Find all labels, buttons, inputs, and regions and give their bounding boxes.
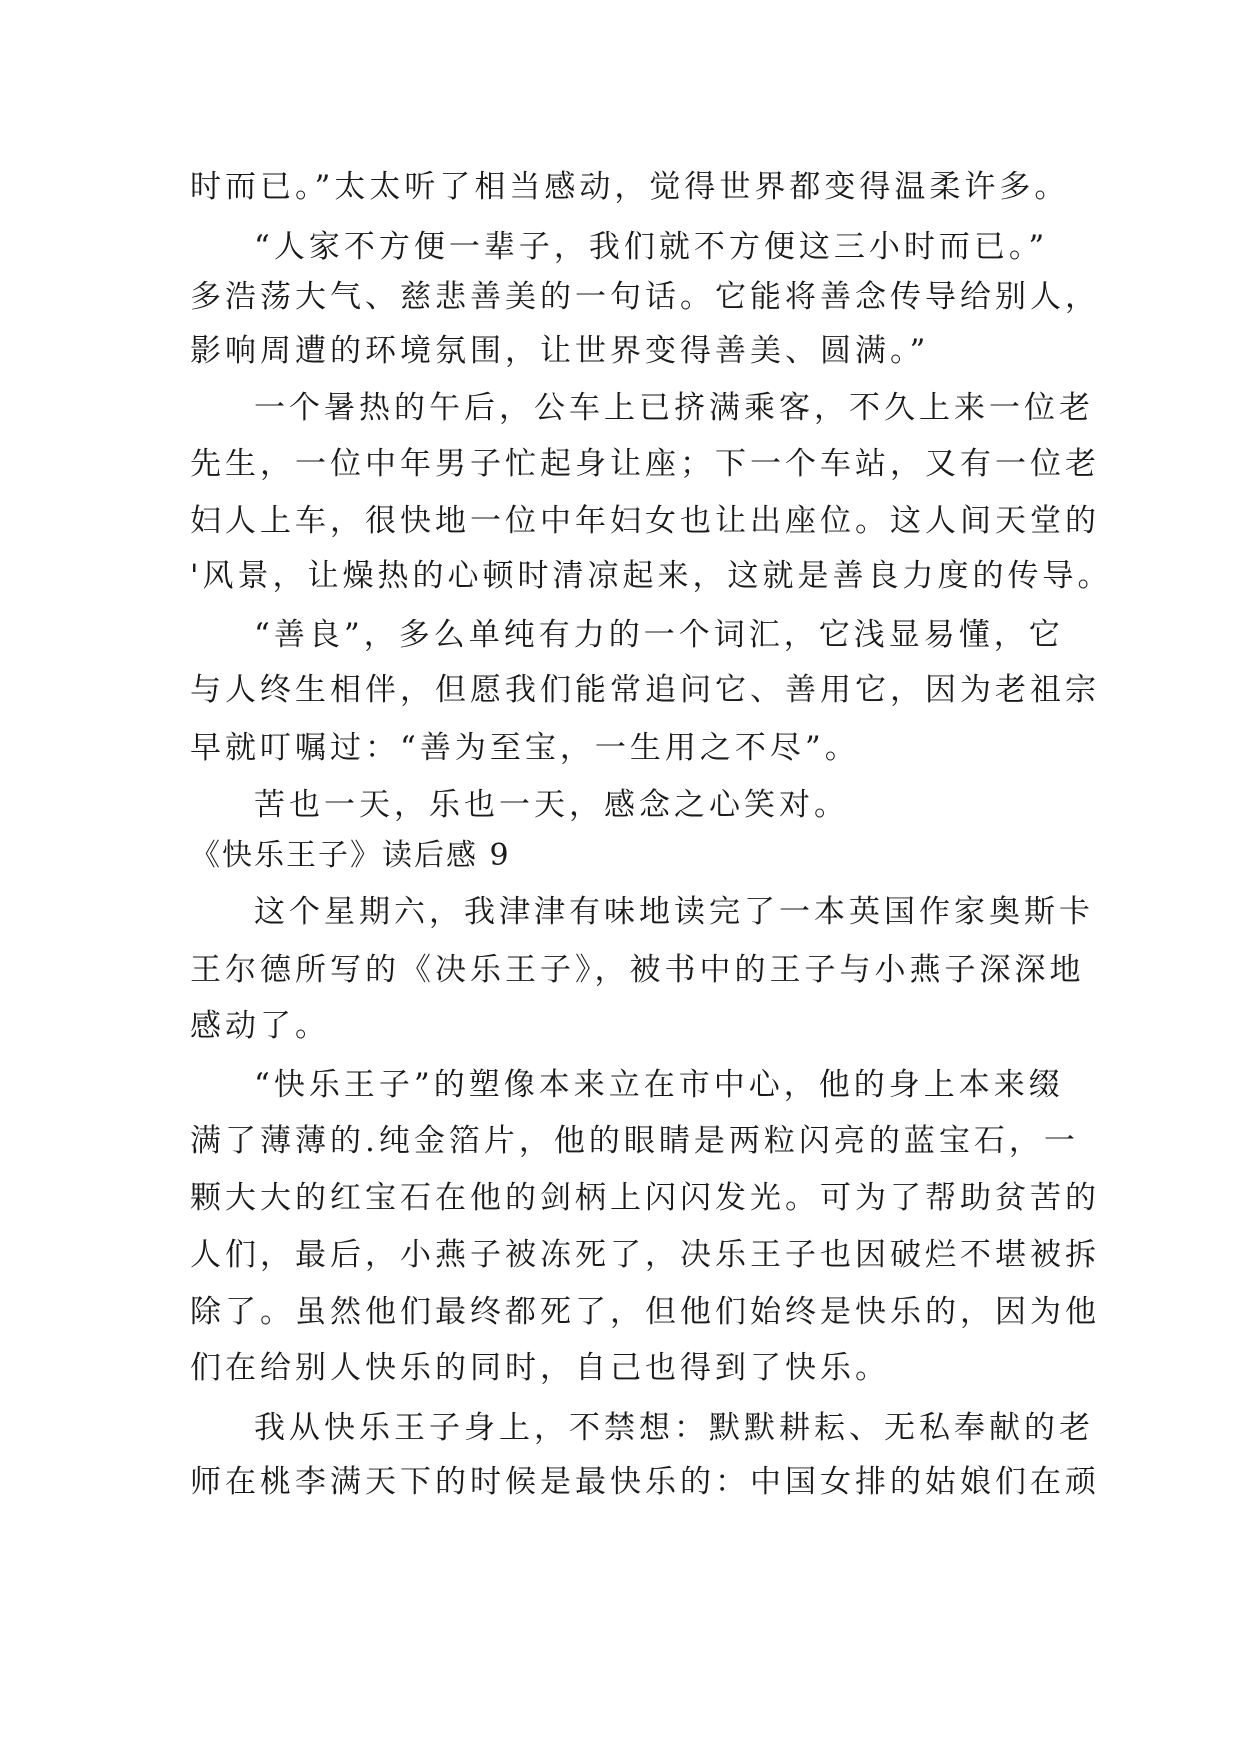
text-line: 感动了。 xyxy=(190,1008,330,1044)
text-line: “快乐王子”的塑像本来立在市中心，他的身上本来缀 xyxy=(254,1067,1064,1103)
text-line: '风景，让燥热的心顿时清凉起来，这就是善良力度的传导。 xyxy=(190,558,1113,594)
text-line: 一个暑热的午后，公车上已挤满乘客，不久上来一位老 xyxy=(254,390,1094,426)
text-line: 多浩荡大气、慈悲善美的一句话。它能将善念传导给别人， xyxy=(190,279,1100,315)
text-line: 王尔德所写的《决乐王子》，被书中的王子与小燕子深深地 xyxy=(190,952,1085,988)
text-line: 除了。虽然他们最终都死了，但他们始终是快乐的，因为他 xyxy=(190,1294,1100,1330)
text-line: 我从快乐王子身上，不禁想：默默耕耘、无私奉献的老 xyxy=(254,1410,1094,1446)
text-line: 师在桃李满天下的时候是最快乐的：中国女排的姑娘们在顽 xyxy=(190,1464,1100,1500)
text-line: 早就叮嘱过：“善为至宝，一生用之不尽”。 xyxy=(190,730,860,766)
section-heading: 《快乐王子》读后感 9 xyxy=(190,838,511,873)
text-line: 妇人上车，很快地一位中年妇女也让出座位。这人间天堂的 xyxy=(190,503,1100,539)
text-line: 先生，一位中年男子忙起身让座；下一个车站，又有一位老 xyxy=(190,446,1100,482)
text-line: “善良”，多么单纯有力的一个词汇，它浅显易懂，它 xyxy=(254,617,1064,653)
text-line: 们在给别人快乐的同时，自己也得到了快乐。 xyxy=(190,1350,890,1386)
text-line: 时而已。”太太听了相当感动，觉得世界都变得温柔许多。 xyxy=(190,169,1070,205)
text-line: 与人终生相伴，但愿我们能常追问它、善用它，因为老祖宗 xyxy=(190,672,1100,708)
text-line: 颗大大的红宝石在他的剑柄上闪闪发光。可为了帮助贫苦的 xyxy=(190,1180,1100,1216)
text-line: 满了薄薄的.纯金箔片，他的眼睛是两粒闪亮的蓝宝石，一 xyxy=(190,1123,1079,1159)
text-line: “人家不方便一辈子，我们就不方便这三小时而已。” xyxy=(254,229,1049,265)
text-line: 这个星期六，我津津有味地读完了一本英国作家奥斯卡 xyxy=(254,894,1094,930)
text-line: 苦也一天，乐也一天，感念之心笑对。 xyxy=(254,787,849,823)
text-line: 人们，最后，小燕子被冻死了，决乐王子也因破烂不堪被拆 xyxy=(190,1237,1100,1273)
text-line: 影响周遭的环境氛围，让世界变得善美、圆满。” xyxy=(190,333,930,369)
